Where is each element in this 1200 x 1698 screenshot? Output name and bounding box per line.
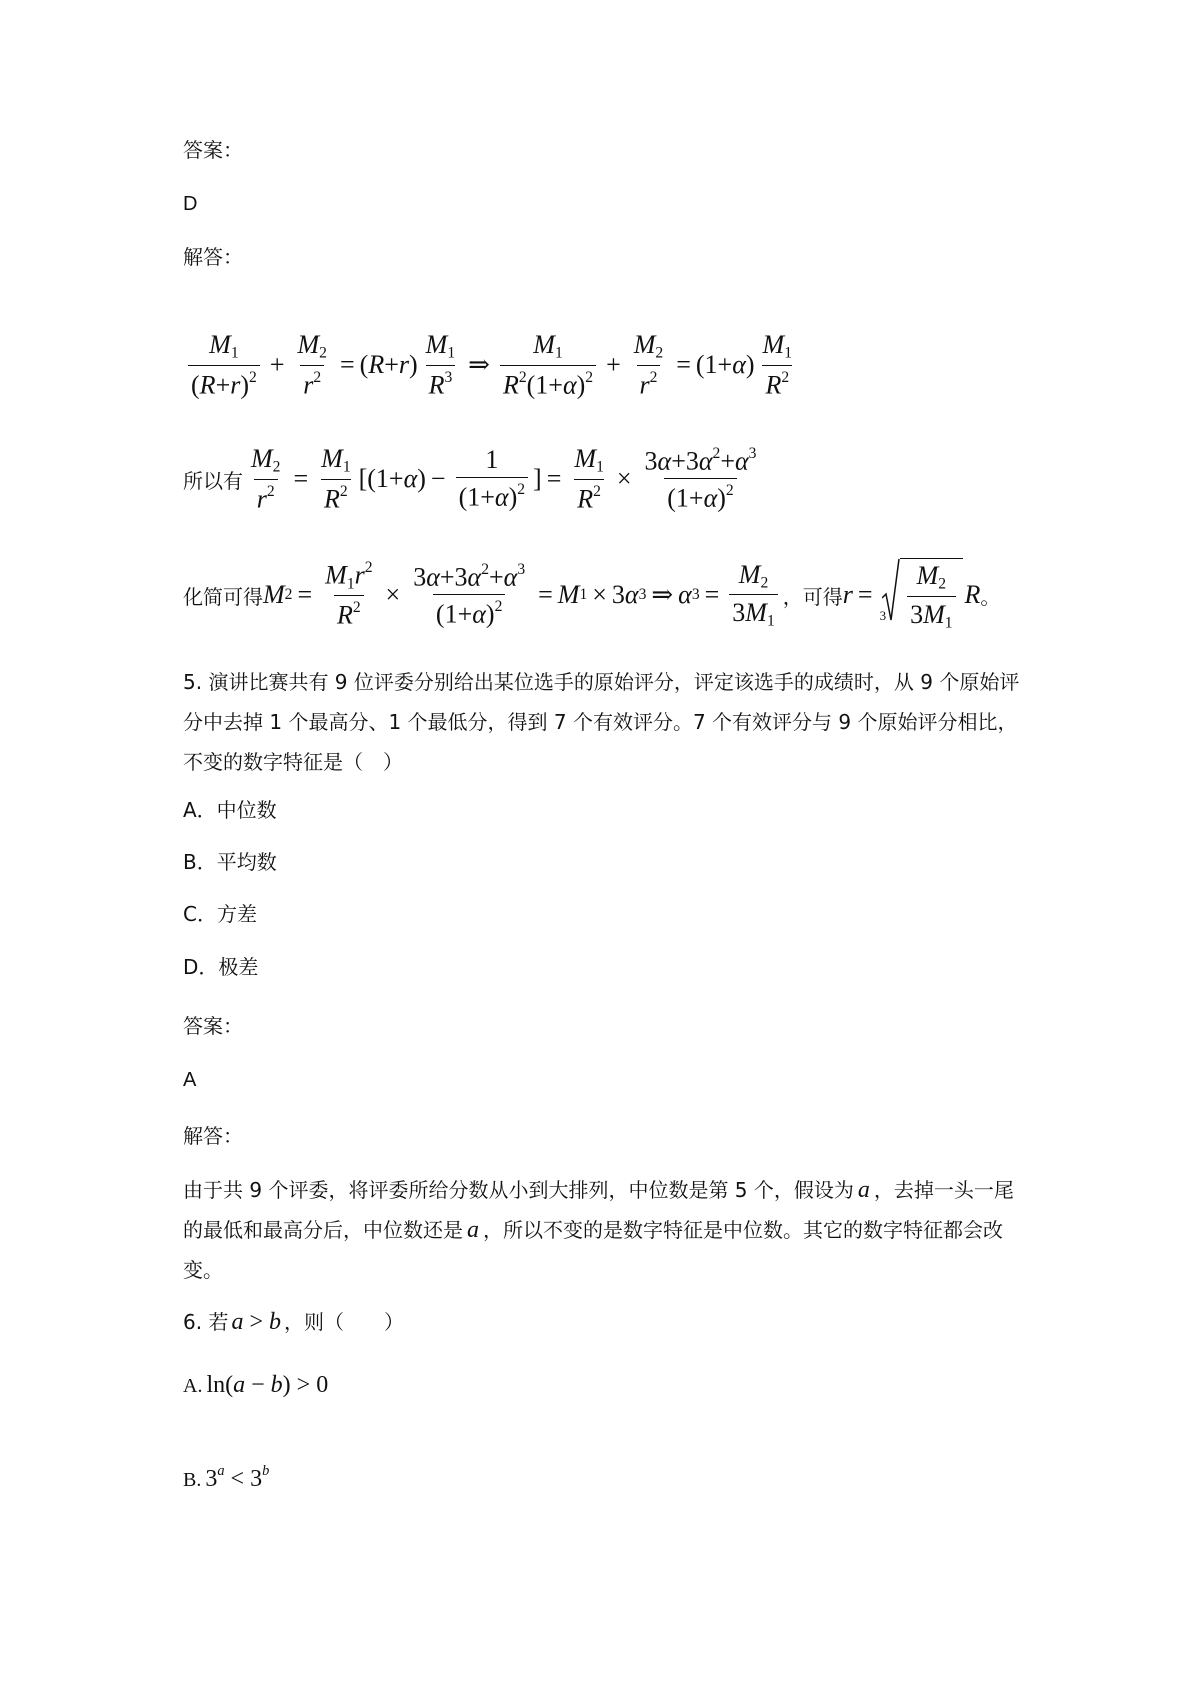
- answer-value: D: [183, 193, 198, 215]
- question-5-stem: 5. 演讲比赛共有 9 位评委分别给出某位选手的原始评分，评定该选手的成绩时，从 9 个原始评分中去掉 1 个最高分、1 个最低分，得到 7 个有效评分。7 个有效评分与 9 个原始评分相比，不变的数字特征是（ ）: [183, 670, 1020, 774]
- equation-3-end: 。: [980, 584, 1001, 609]
- radical-sign: [882, 558, 900, 624]
- q5-option-a: A．中位数: [183, 798, 277, 822]
- equation-2: 所以有 $\frac{M_2}{r^2}$ = $\frac{M_1}{R^2}$ [(1+ α ) − $\frac{1}{(1+\alpha)^2}$ ] = $\frac{M_1}{R^2}$ × $\frac{3\alpha+3\alpha^2+\alpha^3}{(1+\alpha)^2}$: [183, 444, 757, 514]
- cube-root: 3 $\frac{M_2}{3M_1}$: [880, 558, 963, 632]
- answer-heading: 答案：: [183, 138, 243, 162]
- variable-a: a: [467, 1217, 479, 1243]
- q5-solution-text: 由于共 9 个评委，将评委所给分数从小到大排列，中位数是第 5 个，假设为 a ，去掉一头一尾的最低和最高分后，中位数还是 a ，所以不变的是数字特征是中位数。其它的数字特征都会改变。: [183, 1177, 1014, 1282]
- q5-option-b: B．平均数: [183, 850, 277, 874]
- equation-2-prefix: 所以有: [183, 468, 243, 493]
- equation-1: $\frac{M_1}{(R+r)^2}$ + $\frac{M_2}{r^2}$ = ( R + r ) $\frac{M_1}{R^3}$ ⇒ $\frac{M_1}{R^2(1+\alpha)^2}$ + $\frac{M_2}{r^2}$ = (1+ α ) $\frac{M_1}{R^2}$: [183, 330, 800, 400]
- solution-heading: 解答：: [183, 245, 243, 269]
- q5-answer-heading: 答案：: [183, 1014, 243, 1038]
- q6-condition: a > b: [231, 1309, 281, 1335]
- q5-option-d: D．极差: [183, 955, 259, 979]
- q5-solution-heading: 解答：: [183, 1124, 243, 1148]
- q6-option-b: B. $3^a < 3^b$: [183, 1463, 270, 1492]
- equation-3: 化简可得 M 2 = $\frac{M_1r^2}{R^2}$ × $\frac{3\alpha+3\alpha^2+\alpha^3}{(1+\alpha)^2}$ = M 1 × 3 α 3 ⇒ α 3 = $\frac{M_2}{3M_1}$ ，可得 r = 3 $\frac{M_2}{3M_1}$ R 。: [183, 559, 1001, 632]
- q5-answer-value: A: [183, 1069, 197, 1091]
- equation-3-mid: ，可得: [782, 584, 843, 609]
- variable-a: a: [857, 1177, 870, 1203]
- equation-3-prefix: 化简可得: [183, 584, 263, 609]
- question-6-stem: 6. 若 a > b ，则（ ）: [183, 1309, 404, 1335]
- q5-option-c: C．方差: [183, 902, 257, 926]
- q6-option-a: A. ln(a − b) > 0: [183, 1372, 329, 1398]
